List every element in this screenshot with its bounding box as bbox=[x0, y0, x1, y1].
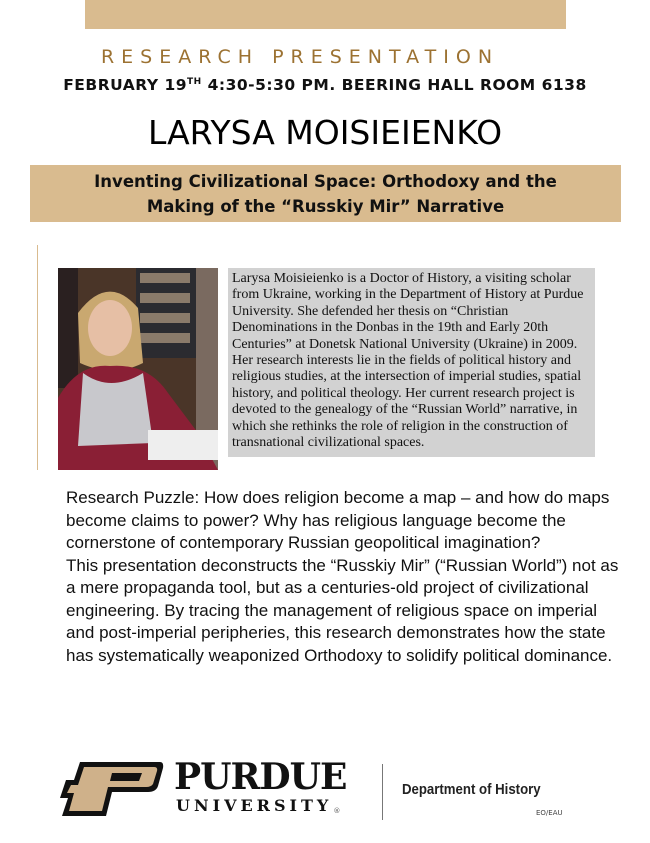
decorative-rule bbox=[37, 245, 38, 470]
logo-divider bbox=[382, 764, 383, 820]
talk-title bbox=[94, 169, 557, 219]
talk-title-line2: Making of the “Russkiy Mir” Narrative bbox=[146, 196, 505, 216]
event-date-location bbox=[0, 76, 650, 94]
abstract bbox=[66, 487, 626, 667]
talk-title-line1: Inventing Civilizational Space: Orthodoxy and the bbox=[94, 171, 557, 191]
talk-title-band bbox=[30, 165, 621, 222]
eo-eau-notice: EO/EAU bbox=[536, 809, 563, 817]
speaker-bio: Larysa Moisieienko is a Doctor of History, a visiting scholar from Ukraine, working in the Department of History at Purdue University. She defended her thesis on “Christian Denominations in the Donbas in the 19th and Early 20th Centuries” at Donetsk National University (Ukraine) in 2009. Her research interests lie in the fields of political history and religious studies, at the intersection of imperial studies, spatial history, and political theology. Her current research project is devoted to the genealogy of the “Russian World” narrative, in which she rethinks the role of religion in the construction of transnational civilizational spaces. bbox=[228, 268, 595, 457]
abstract-description: This presentation deconstructs the “Russkiy Mir” (“Russian World”) not as a mere propaganda tool, but as a centuries-old project of civilizational engineering. By tracing the management of religious space on imperial and post-imperial peripheries, this research demonstrates how the state has systematically weaponized Orthodoxy to solidify political dominance. bbox=[66, 555, 619, 665]
top-gold-bar bbox=[85, 0, 566, 29]
department-name: Department of History bbox=[402, 781, 541, 798]
speaker-photo bbox=[58, 268, 218, 470]
abstract-research-puzzle: Research Puzzle: How does religion become a map – and how do maps become claims to power? Why has religious language become the cornerstone of contemporary Russian geopolitical imagination? bbox=[66, 488, 610, 552]
purdue-p-logo-icon bbox=[60, 760, 164, 818]
date-ordinal: TH bbox=[187, 76, 202, 87]
time-location-text: 4:30-5:30 PM. BEERING HALL ROOM 6138 bbox=[201, 76, 587, 94]
registered-mark: ® bbox=[333, 807, 341, 815]
university-wordmark: UNIVERSITY bbox=[176, 796, 333, 815]
university-wordmark-row bbox=[176, 796, 340, 815]
date-text: FEBRUARY 19 bbox=[63, 76, 188, 94]
event-kicker: RESEARCH PRESENTATION bbox=[100, 46, 500, 68]
purdue-wordmark: PURDUE bbox=[174, 756, 347, 798]
speaker-name: LARYSA MOISIEIENKO bbox=[147, 113, 503, 152]
